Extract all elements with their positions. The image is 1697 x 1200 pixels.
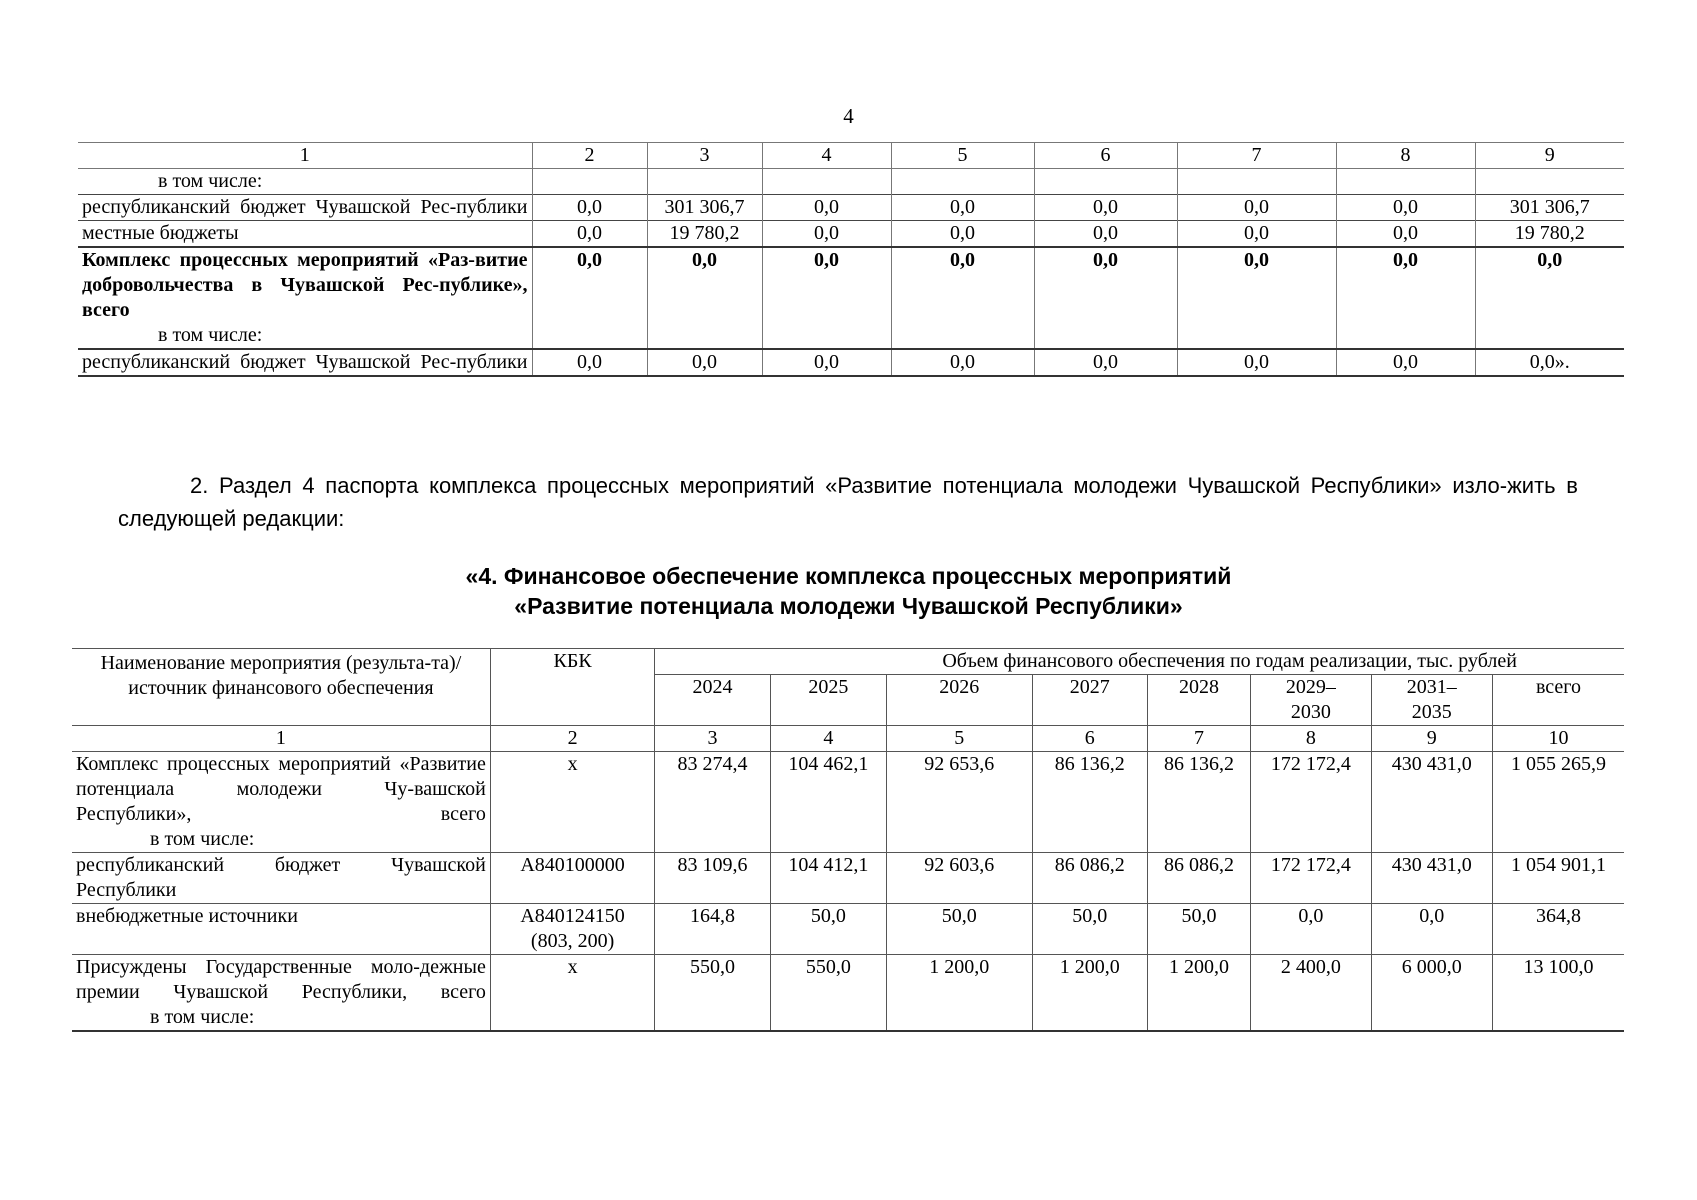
cell-value: 13 100,0 <box>1492 955 1624 1032</box>
cell-value: 1 200,0 <box>1147 955 1250 1032</box>
cell-value: 92 603,6 <box>887 853 1032 904</box>
row-label: республиканский бюджет Чувашской Республики <box>72 853 490 904</box>
cell-value: 1 200,0 <box>887 955 1032 1032</box>
cell-value: 0,0 <box>1034 247 1177 349</box>
table-row <box>72 752 1624 853</box>
cell-value: 0,0 <box>1475 247 1624 349</box>
table-row <box>72 904 1624 955</box>
kbk-column-header: КБК <box>490 649 655 726</box>
column-number: 3 <box>647 143 762 169</box>
cell-value: 0,0 <box>1034 195 1177 221</box>
cell-value: 0,0 <box>647 349 762 376</box>
cell-value: 430 431,0 <box>1371 752 1492 853</box>
column-number: 10 <box>1492 726 1624 752</box>
cell-value: 104 462,1 <box>770 752 886 853</box>
kbk-value: x <box>490 955 655 1032</box>
cell-value: 1 200,0 <box>1032 955 1147 1032</box>
page-number: 4 <box>843 104 854 128</box>
cell-value: 86 136,2 <box>1147 752 1250 853</box>
row-sublabel: в том числе: <box>150 828 255 850</box>
column-number: 9 <box>1475 143 1624 169</box>
column-number: 7 <box>1147 726 1250 752</box>
cell-value: 83 274,4 <box>655 752 770 853</box>
table-header-row <box>78 143 1624 169</box>
cell-value: 550,0 <box>655 955 770 1032</box>
cell-value: 0,0 <box>762 221 891 248</box>
row-sublabel: в том числе: <box>158 324 263 346</box>
year-header: 2028 <box>1147 675 1250 726</box>
column-number: 9 <box>1371 726 1492 752</box>
cell-value: 0,0 <box>1177 349 1336 376</box>
cell-value: 550,0 <box>770 955 886 1032</box>
table-row <box>78 221 1624 248</box>
kbk-value: x <box>490 752 655 853</box>
column-number: 8 <box>1251 726 1371 752</box>
column-number: 3 <box>655 726 770 752</box>
cell-value: 86 086,2 <box>1032 853 1147 904</box>
kbk-value: А840100000 <box>490 853 655 904</box>
cell-value: 0,0 <box>1336 247 1475 349</box>
cell-value: 0,0 <box>762 349 891 376</box>
finance-table-continuation <box>78 142 1624 377</box>
cell-value: 0,0 <box>891 349 1034 376</box>
section-heading-line1: «4. Финансовое обеспечение комплекса процессных мероприятий <box>465 563 1232 589</box>
cell-value: 104 412,1 <box>770 853 886 904</box>
cell-value: 0,0 <box>1251 904 1371 955</box>
cell-value: 50,0 <box>1147 904 1250 955</box>
column-number: 8 <box>1336 143 1475 169</box>
row-label: в том числе: <box>78 169 532 195</box>
kbk-value: А840124150 (803, 200) <box>490 904 655 955</box>
row-label: республиканский бюджет Чувашской Рес-публики <box>78 349 532 376</box>
column-number: 4 <box>762 143 891 169</box>
year-header: 2025 <box>770 675 886 726</box>
cell-value: 0,0 <box>1336 195 1475 221</box>
year-header: 2029–2030 <box>1251 675 1371 726</box>
cell-value: 172 172,4 <box>1251 752 1371 853</box>
cell-value: 2 400,0 <box>1251 955 1371 1032</box>
column-number: 7 <box>1177 143 1336 169</box>
row-label: Комплекс процессных мероприятий «Развитие потенциала молодежи Чу-вашской Республики», всего <box>76 753 486 825</box>
cell-value: 0,0». <box>1475 349 1624 376</box>
cell-value: 0,0 <box>532 195 647 221</box>
table-row <box>78 247 1624 349</box>
column-number: 1 <box>78 143 532 169</box>
row-label: местные бюджеты <box>78 221 532 248</box>
cell-value: 0,0 <box>891 195 1034 221</box>
cell-value: 83 109,6 <box>655 853 770 904</box>
cell-value: 0,0 <box>532 247 647 349</box>
column-number: 6 <box>1034 143 1177 169</box>
cell-value: 86 086,2 <box>1147 853 1250 904</box>
table-row <box>72 853 1624 904</box>
column-number: 4 <box>770 726 886 752</box>
cell-value: 19 780,2 <box>1475 221 1624 248</box>
cell-value: 301 306,7 <box>647 195 762 221</box>
row-label: Присуждены Государственные моло-дежные премии Чувашской Республики, всего <box>76 956 486 1003</box>
body-paragraph: 2. Раздел 4 паспорта комплекса процессных мероприятий «Развитие потенциала молодежи Чувашской Республики» изло-жить в следующей редакции: <box>118 473 1578 531</box>
cell-value: 92 653,6 <box>887 752 1032 853</box>
year-header: 2026 <box>887 675 1032 726</box>
row-sublabel: в том числе: <box>150 1006 255 1028</box>
table-row <box>78 195 1624 221</box>
cell-value: 172 172,4 <box>1251 853 1371 904</box>
cell-value: 1 055 265,9 <box>1492 752 1624 853</box>
table-row <box>78 349 1624 376</box>
year-header: 2027 <box>1032 675 1147 726</box>
column-number: 2 <box>490 726 655 752</box>
row-label: Комплекс процессных мероприятий «Раз-витие добровольчества в Чувашской Рес-публике», всего <box>82 249 528 321</box>
name-column-header: Наименование мероприятия (результа-та)/источник финансового обеспечения <box>72 649 490 726</box>
cell-value: 0,0 <box>1177 247 1336 349</box>
cell-value: 0,0 <box>891 247 1034 349</box>
cell-value: 430 431,0 <box>1371 853 1492 904</box>
cell-value: 50,0 <box>887 904 1032 955</box>
cell-value: 301 306,7 <box>1475 195 1624 221</box>
table-row <box>72 955 1624 1032</box>
year-header: 2031–2035 <box>1371 675 1492 726</box>
table-row <box>78 169 1624 195</box>
row-label-cell <box>72 752 490 853</box>
column-number: 1 <box>72 726 490 752</box>
cell-value: 0,0 <box>1177 195 1336 221</box>
section-heading <box>0 561 1697 621</box>
cell-value: 364,8 <box>1492 904 1624 955</box>
row-label: внебюджетные источники <box>72 904 490 955</box>
cell-value: 0,0 <box>1034 221 1177 248</box>
cell-value: 0,0 <box>532 349 647 376</box>
column-number: 5 <box>891 143 1034 169</box>
year-header: 2024 <box>655 675 770 726</box>
row-label-cell <box>72 955 490 1032</box>
cell-value: 0,0 <box>1336 349 1475 376</box>
cell-value: 50,0 <box>770 904 886 955</box>
cell-value: 0,0 <box>1034 349 1177 376</box>
table-header-row <box>72 649 1624 675</box>
cell-value: 1 054 901,1 <box>1492 853 1624 904</box>
cell-value: 0,0 <box>1177 221 1336 248</box>
cell-value: 0,0 <box>532 221 647 248</box>
cell-value: 164,8 <box>655 904 770 955</box>
cell-value: 0,0 <box>762 247 891 349</box>
cell-value: 0,0 <box>647 247 762 349</box>
column-number: 6 <box>1032 726 1147 752</box>
row-label-cell <box>78 247 532 349</box>
cell-value: 86 136,2 <box>1032 752 1147 853</box>
column-number: 5 <box>887 726 1032 752</box>
cell-value: 0,0 <box>891 221 1034 248</box>
cell-value: 19 780,2 <box>647 221 762 248</box>
column-number: 2 <box>532 143 647 169</box>
cell-value: 0,0 <box>762 195 891 221</box>
column-number-row <box>72 726 1624 752</box>
cell-value: 0,0 <box>1371 904 1492 955</box>
section-heading-line2: «Развитие потенциала молодежи Чувашской Республики» <box>514 593 1183 619</box>
cell-value: 50,0 <box>1032 904 1147 955</box>
row-label: республиканский бюджет Чувашской Рес-публики <box>78 195 532 221</box>
financial-support-table <box>72 648 1624 1032</box>
year-header: всего <box>1492 675 1624 726</box>
cell-value: 6 000,0 <box>1371 955 1492 1032</box>
group-column-header: Объем финансового обеспечения по годам реализации, тыс. рублей <box>655 649 1624 675</box>
cell-value: 0,0 <box>1336 221 1475 248</box>
